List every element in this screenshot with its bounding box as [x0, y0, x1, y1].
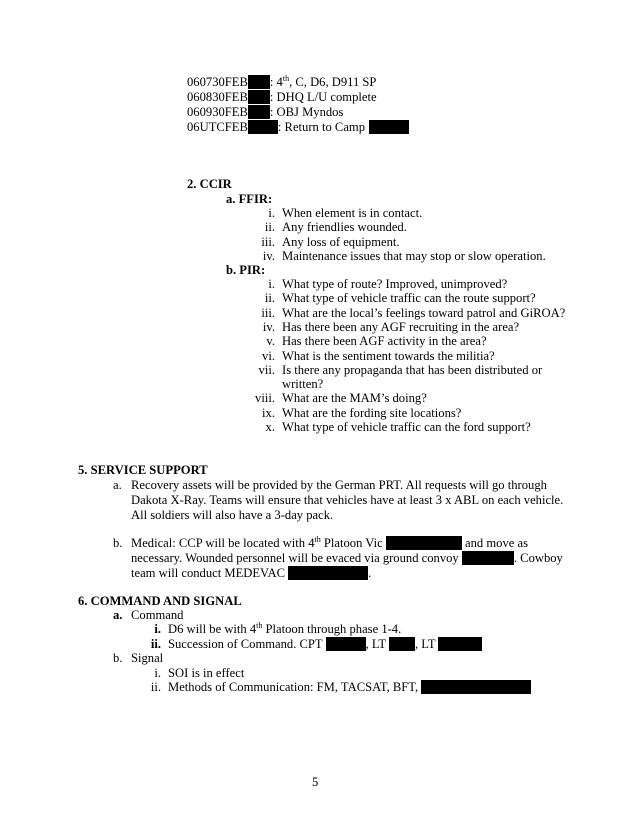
schedule-row: 06UTCFEB : Return to Camp: [187, 120, 409, 134]
subsection-title: Signal: [131, 651, 164, 665]
paragraph-line: Succession of Command. CPT , LT , LT: [168, 637, 482, 651]
redaction: [369, 120, 409, 134]
list-item: Maintenance issues that may stop or slow operation.: [282, 248, 546, 263]
list-item: Any friendlies wounded.: [282, 220, 407, 235]
list-label: ii.: [150, 637, 161, 651]
redaction: [438, 637, 482, 651]
paragraph-line: Methods of Communication: FM, TACSAT, BFT,: [168, 680, 531, 694]
list-numeral: x.: [265, 420, 275, 434]
list-item: What are the fording site locations?: [282, 405, 462, 420]
list-numeral: vii.: [258, 362, 275, 377]
pir-heading: b. PIR:: [226, 263, 266, 277]
redaction: [248, 120, 278, 134]
paragraph-line: D6 will be with 4th Platoon through phase 1-4.: [168, 621, 402, 636]
section-heading-command-signal: 6. COMMAND AND SIGNAL: [78, 594, 242, 608]
list-item: Is there any propaganda that has been distributed or: [282, 362, 543, 377]
list-label: a.: [113, 608, 123, 622]
list-label: a.: [113, 478, 122, 492]
list-item: When element is in contact.: [282, 206, 423, 220]
list-item: What type of vehicle traffic can the route support?: [282, 291, 536, 306]
ffir-heading: a. FFIR:: [226, 192, 273, 206]
list-item: What are the local’s feelings toward patrol and GiROA?: [282, 305, 566, 320]
page-number: 5: [312, 775, 319, 789]
list-item: What type of route? Improved, unimproved?: [282, 277, 508, 291]
list-label: i.: [154, 666, 161, 680]
paragraph-line: SOI is in effect: [168, 666, 245, 680]
list-item: Has there been AGF activity in the area?: [282, 334, 487, 349]
section-heading-service-support: 5. SERVICE SUPPORT: [78, 463, 208, 477]
list-numeral: iv.: [262, 319, 275, 334]
redaction: [462, 551, 514, 565]
list-numeral: i.: [268, 277, 275, 291]
list-numeral: iv.: [262, 248, 275, 263]
redaction: [421, 680, 531, 694]
redaction: [248, 90, 270, 104]
paragraph-line: All soldiers will also have a 3-day pack.: [131, 508, 334, 522]
list-item: What are the MAM’s doing?: [282, 391, 427, 406]
list-numeral: vi.: [262, 348, 275, 363]
redaction: [386, 536, 462, 550]
list-label: i.: [154, 622, 161, 636]
list-numeral: viii.: [255, 391, 275, 406]
paragraph-line: Dakota X-Ray. Teams will ensure that vehicles have at least 3 x ABL on each vehicle.: [131, 493, 564, 507]
list-item: What is the sentiment towards the militia?: [282, 348, 495, 363]
redaction: [248, 75, 270, 89]
redaction: [248, 105, 270, 119]
paragraph-line: Medical: CCP will be located with 4th Platoon Vic and move as: [131, 535, 528, 550]
list-numeral: ii.: [264, 291, 275, 306]
list-numeral: ix.: [262, 405, 275, 420]
list-label: ii.: [150, 680, 161, 694]
list-item: What type of vehicle traffic can the ford support?: [282, 420, 531, 434]
list-numeral: ii.: [264, 220, 275, 235]
schedule-row: 060730FEB : 4th, C, D6, D911 SP: [187, 74, 377, 89]
list-label: b.: [113, 536, 123, 550]
list-item: Has there been any AGF recruiting in the area?: [282, 319, 520, 334]
paragraph-line: necessary. Wounded personnel will be evaced via ground convoy . Cowboy: [131, 551, 563, 565]
list-item: Any loss of equipment.: [282, 234, 400, 249]
redaction: [389, 637, 415, 651]
subsection-title: Command: [131, 608, 184, 622]
redaction: [326, 637, 366, 651]
list-numeral: iii.: [261, 234, 275, 249]
section-heading-ccir: 2. CCIR: [187, 177, 232, 191]
list-label: b.: [113, 651, 123, 665]
list-numeral: v.: [266, 334, 275, 349]
list-numeral: i.: [268, 206, 275, 220]
paragraph-line: team will conduct MEDEVAC .: [131, 566, 372, 580]
paragraph-line: Recovery assets will be provided by the German PRT. All requests will go through: [131, 478, 547, 492]
list-numeral: iii.: [261, 305, 275, 320]
list-item: written?: [282, 377, 324, 392]
schedule-row: 060830FEB : DHQ L/U complete: [187, 90, 377, 104]
redaction: [288, 566, 368, 580]
schedule-row: 060930FEB : OBJ Myndos: [187, 105, 344, 119]
